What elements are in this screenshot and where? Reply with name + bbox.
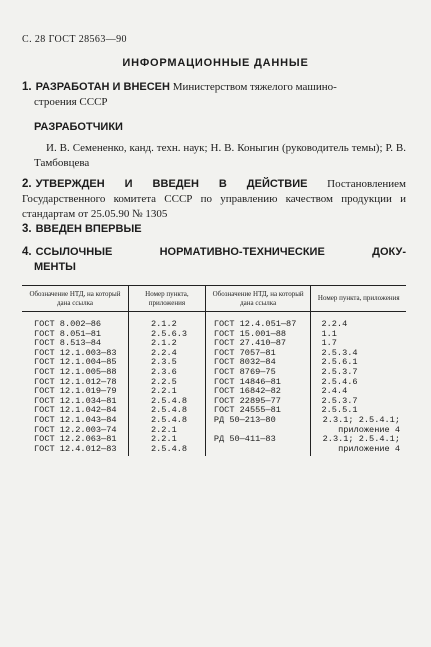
table-cell-ntd-designation <box>205 445 311 457</box>
table-cell-clause-number: 2.3.1; 2.5.4.1; <box>322 414 400 425</box>
table-cell-ntd-designation: ГОСТ 12.1.043—84 <box>22 416 128 426</box>
table-cell-clause-number: 2.3.5 <box>128 358 205 368</box>
table-cell-ntd-designation: РД 50—213—80 <box>205 416 311 426</box>
section-4-number: 4. <box>22 246 32 258</box>
table-cell-clause-number: 2.5.4.8 <box>128 445 205 457</box>
table-cell-ntd-designation: ГОСТ 12.1.034—81 <box>22 397 128 407</box>
section-4-word-1: ССЫЛОЧНЫЕ <box>35 246 113 258</box>
table-cell-clause-number: приложение 4 <box>338 443 400 454</box>
table-cell-ntd-designation: ГОСТ 12.1.003—83 <box>22 349 128 359</box>
table-cell-ntd-designation: ГОСТ 8769—75 <box>205 368 311 378</box>
section-2-heading: УТВЕРЖДЕН И ВВЕДЕН В ДЕЙСТВИЕ <box>35 178 308 190</box>
table-cell-ntd-designation: ГОСТ 14846—81 <box>205 378 311 388</box>
table-cell-ntd-designation: ГОСТ 27.410—87 <box>205 339 311 349</box>
table-cell-clause-number: 2.2.1 <box>128 435 205 445</box>
table-cell-clause-number: 2.5.4.8 <box>128 416 205 426</box>
table-cell-ntd-designation: РД 50—411—83 <box>205 435 311 445</box>
table-cell-ntd-designation: ГОСТ 12.1.019—79 <box>22 387 128 397</box>
table-cell-clause-number: 2.5.6.3 <box>128 330 205 340</box>
section-3 <box>22 222 406 237</box>
table-cell-ntd-designation: ГОСТ 15.001—88 <box>205 330 311 340</box>
table-cell-clause-number: 2.3.6 <box>128 368 205 378</box>
table-cell-ntd-designation: ГОСТ 8.513—84 <box>22 339 128 349</box>
table-row <box>22 445 406 457</box>
section-4 <box>22 245 406 275</box>
table-cell-ntd-designation: ГОСТ 12.2.003—74 <box>22 426 128 436</box>
table-cell-clause-number: 2.4.4 <box>321 386 348 397</box>
section-3-number: 3. <box>22 223 32 235</box>
table-cell-ntd-designation: ГОСТ 12.4.012—83 <box>22 445 128 457</box>
references-table <box>22 285 406 456</box>
table-cell-clause-number: 2.5.3.7 <box>321 366 358 377</box>
section-1-number: 1. <box>22 81 32 93</box>
table-cell-ntd-designation: ГОСТ 8032—84 <box>205 358 311 368</box>
table-cell-ntd-designation: ГОСТ 12.4.051—87 <box>205 312 311 330</box>
table-header-cell: Обозначение НТД, на который дана ссылка <box>205 286 311 312</box>
table-body <box>22 312 406 457</box>
developers-list: И. В. Семененко, канд. техн. наук; Н. В. Коныгин (руководитель темы); Р. В. Тамбовцева <box>34 142 406 169</box>
section-1 <box>22 80 406 110</box>
table-cell-clause-number: 2.2.1 <box>128 387 205 397</box>
table-cell-clause-number: 2.1.2 <box>128 312 205 330</box>
developers-heading: РАЗРАБОТЧИКИ <box>34 121 123 133</box>
section-1-heading: РАЗРАБОТАН И ВНЕСЕН <box>35 81 170 93</box>
table-cell-clause-number: 2.5.4.6 <box>321 376 358 387</box>
section-1-text-line2: строения СССР <box>34 96 108 108</box>
section-2-number: 2. <box>22 178 32 190</box>
section-1-text-line1: Министерством тяжелого машино- <box>172 81 337 93</box>
table-header-row <box>22 286 406 312</box>
table-row <box>22 312 406 330</box>
section-4-word-3: ДОКУ- <box>372 246 406 258</box>
section-2-text: Постановлением Государственного комитета СССР по управлению качеством продукции и стандартам от 25.05.90 № 1305 <box>22 178 407 220</box>
table-cell-clause-number: 2.5.3.7 <box>321 395 358 406</box>
section-2 <box>22 177 406 222</box>
table-cell-clause-number: 2.2.1 <box>128 426 205 436</box>
section-4-word-4: МЕНТЫ <box>34 261 76 273</box>
table-cell-clause-number: 1.7 <box>321 338 337 349</box>
table-cell-clause-number: 1.1 <box>321 328 337 339</box>
table-cell-ntd-designation: ГОСТ 12.1.004—85 <box>22 358 128 368</box>
table-header-cell: Номер пункта, приложения <box>128 286 205 312</box>
page-title: ИНФОРМАЦИОННЫЕ ДАННЫЕ <box>122 57 309 69</box>
section-3-heading: ВВЕДЕН ВПЕРВЫЕ <box>35 223 142 235</box>
table-cell-ntd-designation: ГОСТ 8.002—86 <box>22 312 128 330</box>
table-cell-ntd-designation: ГОСТ 24555—81 <box>205 406 311 416</box>
table-cell-ntd-designation: ГОСТ 16842—82 <box>205 387 311 397</box>
table-cell-clause-number: 2.3.1; 2.5.4.1; <box>322 434 400 445</box>
table-header-cell: Номер пункта, приложения <box>311 286 406 312</box>
table-cell-clause-number: 2.5.4.8 <box>128 406 205 416</box>
table-cell-clause-number: 2.5.3.4 <box>321 347 358 358</box>
table-cell-clause-number: 2.2.4 <box>128 349 205 359</box>
table-cell-clause-number: 2.1.2 <box>128 339 205 349</box>
table-cell-clause-number: 2.2.5 <box>128 378 205 388</box>
page-header: С. 28 ГОСТ 28563—90 <box>22 34 127 45</box>
table-cell-clause-number: 2.5.4.8 <box>128 397 205 407</box>
table-cell-clause-number: 2.5.5.1 <box>321 405 358 416</box>
section-4-word-2: НОРМАТИВНО-ТЕХНИЧЕСКИЕ <box>159 246 325 258</box>
table-cell-ntd-designation: ГОСТ 12.1.005—88 <box>22 368 128 378</box>
table-cell-ntd-designation: ГОСТ 8.051—81 <box>22 330 128 340</box>
table-cell-ntd-designation: ГОСТ 12.2.063—81 <box>22 435 128 445</box>
table-cell-ntd-designation: ГОСТ 12.1.042—84 <box>22 406 128 416</box>
table-cell-ntd-designation: ГОСТ 12.1.012—78 <box>22 378 128 388</box>
table-cell-clause-number: 2.2.4 <box>321 319 348 329</box>
table-header-cell: Обозначение НТД, на который дана ссылка <box>22 286 128 312</box>
table-cell-ntd-designation: ГОСТ 22895—77 <box>205 397 311 407</box>
table-cell-clause-number: 2.5.6.1 <box>321 357 358 368</box>
table-cell-ntd-designation: ГОСТ 7057—81 <box>205 349 311 359</box>
table-cell-clause-number: приложение 4 <box>338 424 400 435</box>
